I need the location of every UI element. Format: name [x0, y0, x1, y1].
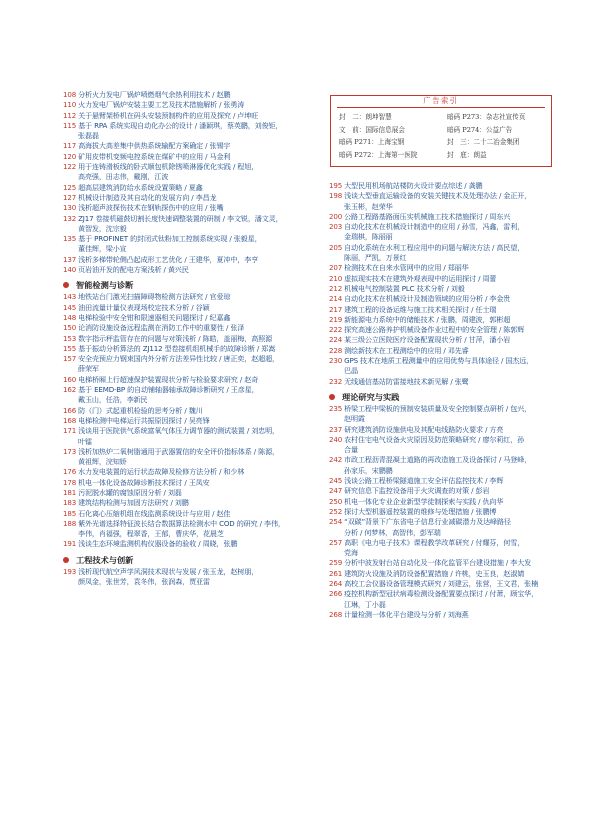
toc-entry-continuation: 党海 — [344, 548, 358, 558]
toc-page-number: 166 — [63, 405, 77, 415]
toc-entry-title: 浅析现代航空声学风洞技术现状与发展 / 张玉龙，赵树朋， — [78, 566, 259, 576]
ad-index-entry: 封 二：朗坤智慧 — [339, 113, 392, 121]
toc-entry[interactable] — [63, 90, 325, 100]
right-column — [329, 181, 561, 620]
toc-page-number: 224 — [329, 335, 343, 345]
toc-page-number: 193 — [63, 566, 77, 576]
section-title: 智能检测与诊断 — [76, 280, 134, 291]
toc-entry[interactable] — [329, 455, 561, 476]
toc-entry-title: 市政工程沥青混凝土道路的再改造施工及设备探讨 / 马登峰， — [344, 455, 532, 465]
toc-page-number: 200 — [329, 211, 343, 221]
toc-entry-title: 大型民用机场航站楼防火设计要点综述 / 龚鹏 — [344, 181, 483, 190]
section-heading — [63, 553, 325, 567]
ad-index-title: 广告索引 — [423, 96, 459, 105]
toc-page-number: 137 — [63, 254, 77, 264]
toc-entry[interactable] — [63, 498, 325, 508]
toc-page-number: 110 — [63, 100, 77, 110]
toc-entry[interactable] — [63, 567, 325, 588]
toc-entry[interactable] — [329, 435, 561, 456]
toc-entry[interactable] — [329, 517, 561, 538]
toc-entry-title: 基于 EEMD-BP 的自动铺轴器轴承故障诊断研究 / 王彦星， — [78, 385, 259, 395]
ad-index-entry: 暗码 P274：公益广告 — [447, 125, 513, 134]
toc-entry-title: 建筑工程的设备运维与施工技术相关探讨 / 任士瑞 — [344, 304, 497, 314]
toc-page-number: 252 — [329, 506, 343, 516]
toc-entry[interactable] — [329, 486, 561, 496]
toc-entry-continuation: 陈丽，严凯，万景红 — [344, 253, 407, 263]
toc-page-number: 264 — [329, 578, 343, 588]
toc-entry[interactable] — [63, 292, 325, 302]
toc-entry-title: ZJ17 卷接机磁鼓切割长度快速调整装置的研制 / 李文锐，潘文灵， — [78, 213, 283, 223]
toc-entry[interactable] — [63, 303, 325, 313]
toc-entry-title: 新能源电力系统中的储能技术 / 张鹏，周建波，郭彬超 — [344, 314, 511, 324]
toc-entry-title: “双碳”背景下广东省电子信息行业减碳潜力及达峰路径 — [344, 517, 511, 527]
toc-entry-continuation: 黄祖辉，浣知娇 — [78, 457, 127, 467]
ad-index-entry: 暗码 P271：上海宝钢 — [339, 138, 405, 146]
toc-entry[interactable] — [329, 263, 561, 273]
toc-entry-title: 某三级公立医院医疗设备配置现状分析 / 甘萍，潘小岩 — [344, 335, 511, 345]
toc-entry[interactable] — [63, 478, 325, 488]
toc-page-number: 130 — [63, 203, 77, 213]
toc-entry[interactable] — [63, 313, 325, 323]
toc-page-number: 183 — [63, 498, 77, 508]
toc-page-number: 268 — [329, 609, 343, 619]
toc-entry-title: 电梯检验中安全钳和限速器相关问题探讨 / 纪嘉鑫 — [78, 312, 231, 322]
toc-entry[interactable] — [329, 222, 561, 243]
toc-entry-title: 自动化技术在机械设计制造中的应用 / 孙雪，冯鑫，雷利， — [344, 222, 525, 232]
toc-page-number: 122 — [63, 162, 77, 172]
ad-index-grid — [339, 112, 545, 161]
toc-entry[interactable] — [329, 284, 561, 294]
toc-entry-continuation: 巴晶 — [344, 366, 358, 376]
toc-entry-continuation: 高亮强，田志伟，戴刚，江波 — [78, 172, 169, 182]
toc-page-number: 198 — [329, 191, 343, 201]
toc-page-number: 178 — [63, 477, 77, 487]
toc-page-number: 120 — [63, 151, 77, 161]
toc-page-number: 155 — [63, 343, 77, 353]
toc-entry[interactable] — [329, 274, 561, 284]
toc-entry-title: 防（门）式起重机检验的思考分析 / 魏川 — [78, 405, 203, 415]
toc-entry-title: 基于振动分析算法的 ZJ112 型卷接机组机械手的故障诊断 / 郑嵩 — [78, 343, 276, 353]
toc-page-number: 168 — [63, 415, 77, 425]
toc-entry[interactable] — [329, 243, 561, 264]
toc-entry[interactable] — [329, 377, 561, 387]
ad-index-entry: 封 三：二十二冶金集团 — [447, 138, 520, 146]
toc-entry[interactable] — [329, 579, 561, 589]
toc-entry-title: 自动化技术在机械设计及制造领域的应用分析 / 李金贵 — [344, 294, 511, 304]
toc-page-number: 212 — [329, 283, 343, 293]
toc-entry-continuation: 黄智发，沈宗毅 — [78, 223, 127, 233]
toc-entry-continuation: 江琳，丁小磊 — [344, 599, 386, 609]
toc-entry[interactable] — [63, 100, 325, 110]
toc-entry-title: 矿用皮带机变频电控系统在煤矿中的应用 / 马金利 — [78, 151, 231, 161]
toc-entry-title: 检测技术在自来水管网中的应用 / 郑丽华 — [344, 263, 469, 273]
toc-entry-title: 关于悬臂架桥机在码头安装预制构件的应用及探究 / 卢坤旺 — [78, 110, 259, 120]
toc-entry-title: 无线通信基站防雷接地技术新见解 / 张鹭 — [344, 376, 469, 386]
toc-page-number: 228 — [329, 345, 343, 355]
toc-entry[interactable] — [63, 375, 325, 385]
toc-page-number: 191 — [63, 539, 77, 549]
toc-entry-title: GPS 技术在地质工程测量中的应用优势与具体途径 / 国杰远， — [344, 356, 534, 366]
section-bullet-icon — [63, 557, 69, 563]
toc-entry-title: 基于 RPA 系统实现自动化办公的设计 / 潘颖琪，蔡英鹏，刘俊钜， — [78, 120, 283, 130]
toc-entry[interactable] — [63, 111, 325, 121]
toc-page-number: 176 — [63, 467, 77, 477]
toc-entry-title: 浅析加热炉二氧树脂通用于武器置信的安全评价指标体系 / 陈源， — [78, 446, 279, 456]
toc-page-number: 115 — [63, 120, 77, 130]
toc-entry-title: 测绘新技术在工程测绘中的应用 / 邓先睿 — [344, 345, 469, 355]
toc-entry[interactable] — [63, 234, 325, 255]
toc-entry-title: 虚拟现实技术在建筑外观表现中的运用探讨 / 周蕾 — [344, 273, 497, 283]
section-title: 工程技术与创新 — [76, 554, 134, 565]
toc-entry-continuation: 赵明霞 — [344, 414, 365, 424]
toc-page-number: 207 — [329, 263, 343, 273]
toc-entry[interactable] — [329, 589, 561, 610]
toc-page-number: 237 — [329, 424, 343, 434]
toc-page-number: 259 — [329, 558, 343, 568]
toc-entry-title: 油田流量计量仪表现场校定技术分析 / 谷颖 — [78, 302, 210, 312]
toc-entry[interactable] — [63, 447, 325, 468]
toc-page-number: 232 — [329, 376, 343, 386]
toc-entry[interactable] — [63, 488, 325, 498]
toc-page-number: 171 — [63, 426, 77, 436]
toc-page-number: 181 — [63, 487, 77, 497]
toc-entry-title: 安全壳预应力钢束国内外分析方法差异性比较 / 唐正奕，赵超超， — [78, 354, 279, 364]
toc-entry-title: 研究信息下监控设备用于火灾调查的对策 / 彭岩 — [344, 486, 490, 496]
toc-page-number: 245 — [329, 476, 343, 486]
toc-entry[interactable] — [63, 426, 325, 447]
toc-entry[interactable] — [63, 539, 325, 549]
toc-entry[interactable] — [63, 416, 325, 426]
toc-page-number: 127 — [63, 192, 77, 202]
toc-page-number: 205 — [329, 242, 343, 252]
toc-entry-title: 机电一体化设备故障诊断技术探讨 / 王凤安 — [78, 477, 210, 487]
toc-entry[interactable] — [329, 476, 561, 486]
toc-page-number: 247 — [329, 486, 343, 496]
toc-entry-title: 浅析超声波探伤技术在钢轨探伤中的应用 / 张嘴 — [78, 203, 224, 213]
toc-page-number: 125 — [63, 182, 77, 192]
toc-entry[interactable] — [63, 406, 325, 416]
toc-page-number: 261 — [329, 568, 343, 578]
toc-page-number: 145 — [63, 302, 77, 312]
ad-index-entry: 暗码 P272：上海第一医院 — [339, 150, 418, 159]
toc-entry-title: 分析火力发电厂锅炉喷燃烟气余热利用技术 / 赵鹏 — [78, 90, 231, 99]
toc-entry[interactable] — [63, 162, 325, 183]
toc-entry-title: 超高层建筑消防给水系统设置策略 / 夏鑫 — [78, 182, 203, 192]
toc-entry[interactable] — [63, 265, 325, 275]
toc-entry-title: 桥梁工程中梁板的预制安装质量及安全控制要点研析 / 包兴， — [344, 403, 532, 413]
toc-entry[interactable] — [329, 212, 561, 222]
toc-entry[interactable] — [329, 558, 561, 568]
toc-entry[interactable] — [329, 325, 561, 335]
toc-entry[interactable] — [329, 610, 561, 620]
toc-entry-continuation: 叶镭 — [78, 436, 92, 446]
toc-page-number: 108 — [63, 90, 77, 99]
toc-page-number: 195 — [329, 181, 343, 190]
ad-index-entry: 文 前：国际信息展会 — [339, 125, 405, 134]
toc-entry-title: 紫外光谱选择特征波长结合数据算法检测水中 COD 的研究 / 李伟， — [78, 518, 285, 528]
toc-entry[interactable] — [329, 507, 561, 517]
toc-page-number: 135 — [63, 234, 77, 244]
toc-entry-title: 电梯检测中电梯运行共振原因探讨 / 吴亮锋 — [78, 415, 210, 425]
toc-page-number: 150 — [63, 323, 77, 333]
section-title: 理论研究与实践 — [342, 391, 400, 402]
toc-page-number: 242 — [329, 455, 343, 465]
toc-entry-continuation: 合量 — [344, 445, 358, 455]
toc-list — [63, 567, 325, 588]
toc-entry-title: 探讨大型机器遥控装置的维修与处理措施 / 张鹏博 — [344, 506, 497, 516]
toc-entry-continuation: 戴玉山，任浩，李新民 — [78, 395, 148, 405]
toc-entry-title: 浅谈用于医院供气系统富氧气体压力调节器的测试装置 / 刘忠明， — [78, 426, 279, 436]
toc-entry[interactable] — [63, 183, 325, 193]
toc-list — [329, 181, 561, 387]
toc-page-number: 230 — [329, 356, 343, 366]
toc-entry[interactable] — [329, 294, 561, 304]
toc-page-number: 222 — [329, 325, 343, 335]
toc-entry[interactable] — [63, 323, 325, 333]
toc-page-number: 240 — [329, 434, 343, 444]
toc-entry[interactable] — [329, 191, 561, 212]
toc-page-number: 140 — [63, 265, 77, 275]
section-bullet-icon — [329, 394, 335, 400]
toc-entry[interactable] — [329, 305, 561, 315]
toc-entry[interactable] — [63, 467, 325, 477]
toc-page-number: 148 — [63, 312, 77, 322]
toc-page-number: 185 — [63, 508, 77, 518]
toc-page-number: 217 — [329, 304, 343, 314]
toc-entry-continuation: 张磊磊 — [78, 131, 99, 141]
toc-entry-title: 自动化系统在水利工程应用中的问题与解决方法 / 高民望， — [344, 242, 525, 252]
toc-entry-title: 计量检测一体化平台建设与分析 / 刘海燕 — [344, 609, 469, 619]
toc-entry-title: 探究高速公路养护机械设备作业过程中的安全管理 / 陈郭辉 — [344, 325, 525, 335]
toc-page-number: 250 — [329, 496, 343, 506]
toc-entry-title: 污泥脱水罐的腐蚀原因分析 / 刘磊 — [78, 487, 182, 497]
toc-entry-title: 浅谈生态环境监测机构仪器设备的验收 / 周晓，张鹏 — [78, 539, 238, 549]
toc-entry-title: 电梯桥厢上行超速保护装置现状分析与检验要求研究 / 赵奇 — [78, 374, 259, 384]
ad-index-box — [330, 95, 552, 167]
toc-entry-title: 研究建筑消防设施供电及其配电线路防火要求 / 方亮 — [344, 424, 504, 434]
toc-page-number: 203 — [329, 222, 343, 232]
toc-entry-title: 石化离心压缩机组在线监测系统设计与应用 / 赵佳 — [78, 508, 231, 518]
toc-entry-title: 水力发电装置的运行状态故障及检修方法分析 / 和少林 — [78, 467, 245, 477]
section-heading — [63, 278, 325, 292]
toc-entry[interactable] — [63, 354, 325, 375]
toc-entry[interactable] — [63, 141, 325, 151]
toc-entry-title: 分析中波发射台站自动化及一体化监管平台建设措施 / 李大发 — [344, 558, 532, 568]
toc-entry[interactable] — [63, 152, 325, 162]
toc-page-number: 143 — [63, 292, 77, 302]
section-bullet-icon — [63, 282, 69, 288]
toc-page-number: 235 — [329, 403, 343, 413]
toc-entry[interactable] — [63, 334, 325, 344]
toc-entry[interactable] — [63, 344, 325, 354]
toc-entry-title: 建筑防火设施及消防设备配置措施 / 许桃，史玉良，赵淑婧 — [344, 568, 525, 578]
toc-entry-title: 用于连铸滑板线的卧式顺包机除锈喷淋器优化实践 / 程旭， — [78, 162, 259, 172]
toc-page-number: 257 — [329, 537, 343, 547]
toc-entry[interactable] — [329, 335, 561, 345]
toc-page-number: 132 — [63, 213, 77, 223]
toc-entry-title: 高校工会仪器设备管理模式研究 / 刘建云，张营，王文君，张楠 — [344, 578, 539, 588]
toc-entry-continuation: 李伟，肖福强，程翠香，王郁，曹庆华，花晨芝 — [78, 529, 224, 539]
ad-index-entry: 封 底：朗益 — [447, 150, 487, 159]
toc-entry-continuation: 金瑞棋，陈丽丽 — [344, 232, 393, 242]
toc-list — [63, 90, 325, 275]
toc-entry[interactable] — [329, 569, 561, 579]
toc-entry-continuation: 张玉彬，赵荣华 — [344, 201, 393, 211]
toc-entry-title: 机电一体化专业企业新型学徒制探索与实践 / 仇向华 — [344, 496, 504, 506]
toc-entry-continuation: 董佳辉，梁小宣 — [78, 244, 127, 254]
toc-page-number: 210 — [329, 273, 343, 283]
toc-entry-title: 公路工程路基路面压实机械施工技术措施探讨 / 周东兴 — [344, 211, 511, 221]
toc-entry-title: 数字指示秤监管存在的问题与对策浅析 / 陈皓，盖丽梅，高照源 — [78, 333, 273, 343]
toc-entry-title: 火力发电厂锅炉安装主要工艺及技术措施解析 / 张勇涛 — [78, 100, 245, 110]
toc-entry-title: 农村住宅电气设备火灾原因及防范策略研究 / 廖尔莉红，孙 — [344, 434, 525, 444]
toc-entry-continuation: 薛荣军 — [78, 364, 99, 374]
toc-entry[interactable] — [329, 346, 561, 356]
toc-entry[interactable] — [329, 497, 561, 507]
left-column — [63, 90, 325, 587]
toc-entry[interactable] — [329, 356, 561, 377]
toc-entry-continuation: 孙家乐，宋鹏鹏 — [344, 465, 393, 475]
toc-page-number: 112 — [63, 110, 77, 120]
toc-page-number: 162 — [63, 385, 77, 395]
toc-list — [63, 292, 325, 549]
toc-entry-title: 高海拔大高差集中供热系统输配方案确定 / 张锡宇 — [78, 141, 231, 151]
toc-entry-title: 机械设计制造及其自动化的发展方向 / 李昌龙 — [78, 192, 217, 202]
toc-entry-continuation: 颜凤金，张世芳，袁冬伟，张润森，贾亚雷 — [78, 577, 210, 587]
toc-entry-title: 机械电气控制装置 PLC 技术分析 / 刘毅 — [344, 283, 465, 293]
toc-entry[interactable] — [63, 509, 325, 519]
toc-entry[interactable] — [63, 519, 325, 540]
toc-entry-title: 浅析多梯带轮侧凸起成形工艺优化 / 王建华，夏冲中，李亨 — [78, 254, 259, 264]
toc-entry[interactable] — [63, 193, 325, 203]
toc-page-number: 157 — [63, 354, 77, 364]
toc-entry-title: 页岩油开发的配电方案浅析 / 黄兴民 — [78, 265, 189, 275]
toc-entry[interactable] — [329, 404, 561, 425]
toc-page-number: 153 — [63, 333, 77, 343]
toc-page-number: 117 — [63, 141, 77, 151]
toc-page-number: 173 — [63, 446, 77, 456]
section-heading — [329, 390, 561, 404]
toc-entry[interactable] — [63, 203, 325, 213]
ad-index-divider — [337, 107, 545, 108]
toc-entry[interactable] — [63, 385, 325, 406]
toc-entry-title: 地铁站台门激光扫描障碍物检测方法研究 / 官爱琼 — [78, 292, 231, 302]
toc-entry[interactable] — [329, 425, 561, 435]
toc-entry-title: 高职《电力电子技术》课程教学改革研究 / 付耀芬，何雪， — [344, 537, 525, 547]
toc-entry[interactable] — [329, 315, 561, 325]
toc-entry[interactable] — [63, 214, 325, 235]
toc-entry[interactable] — [63, 255, 325, 265]
toc-page-number: 188 — [63, 518, 77, 528]
toc-page-number: 160 — [63, 374, 77, 384]
toc-page-number: 214 — [329, 294, 343, 304]
toc-page-number: 254 — [329, 517, 343, 527]
toc-page-number: 219 — [329, 314, 343, 324]
toc-entry-continuation: 分析 / 何梦林，高智伟，彭军瑞 — [344, 527, 441, 537]
toc-entry[interactable] — [329, 538, 561, 559]
toc-entry-title: 浅谈大型垂直运输设备的安装关键技术及处理办法 / 金正开， — [344, 191, 532, 201]
ad-index-entry: 暗码 P273：杂志社宣传页 — [447, 113, 526, 121]
toc-page-number: 266 — [329, 589, 343, 599]
toc-entry-title: 基于 PROFINET 的封闭式钛粉加工控制系统实现 / 张毅星， — [78, 234, 262, 244]
toc-entry-title: 疫控机构新型冠状病毒检测设备配置要点探讨 / 付萧，顾宝华， — [344, 589, 539, 599]
toc-entry-title: 建筑结构检测与加固方法研究 / 刘鹏 — [78, 498, 189, 508]
toc-entry[interactable] — [329, 181, 561, 191]
toc-entry[interactable] — [63, 121, 325, 142]
toc-entry-title: 论消防设施设备远程监测在消防工作中的重要性 / 张泽 — [78, 323, 245, 333]
toc-list — [329, 404, 561, 620]
toc-entry-title: 浅谈公路工程桥梁隧道施工安全评估监控技术 / 李辉 — [344, 476, 504, 486]
